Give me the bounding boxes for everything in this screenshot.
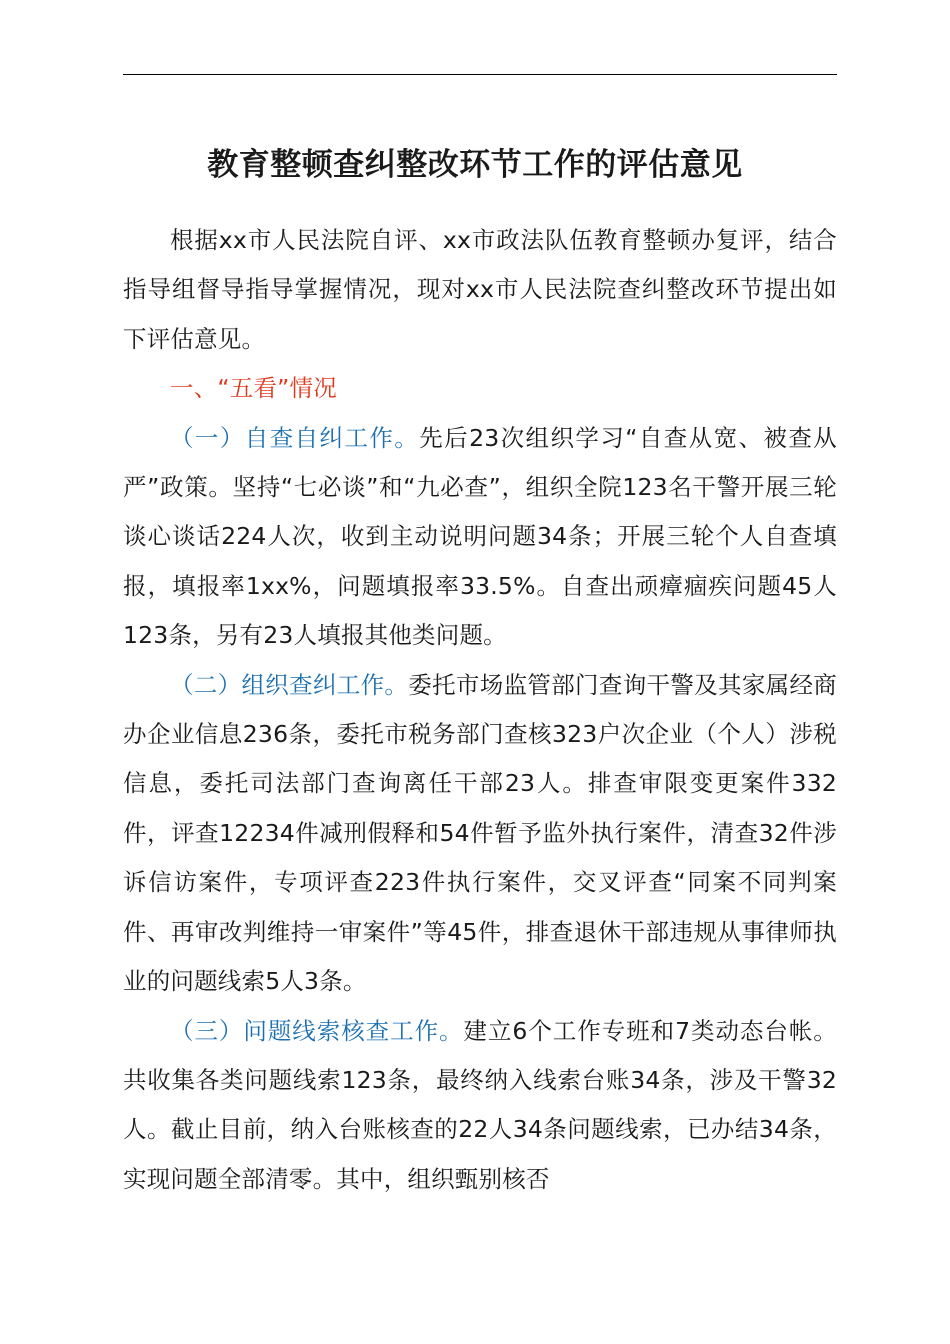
item-paragraph-2 [123, 661, 837, 1007]
item-paragraph-3 [123, 1007, 837, 1205]
document-body [123, 216, 837, 1204]
intro-paragraph: 根据xx市人民法院自评、xx市政法队伍教育整顿办复评，结合指导组督导指导掌握情况，现对xx市人民法院查纠整改环节提出如下评估意见。 [123, 226, 837, 353]
item-paragraph-1 [123, 414, 837, 661]
header-rule [123, 74, 837, 75]
item-text-1: 先后23次组织学习“自查从宽、被查从严”政策。坚持“七必谈”和“九必查”，组织全院123名干警开展三轮谈心谈话224人次，收到主动说明问题34条；开展三轮个人自查填报，填报率1xx%，问题填报率33.5%。自查出顽瘴痼疾问题45人123条，另有23人填报其他类问题。 [123, 423, 838, 650]
item-label-3: （三）问题线索核查工作。 [170, 1016, 464, 1045]
item-text-3: 建立6个工作专班和7类动态台帐。共收集各类问题线索123条，最终纳入线索台账34条，涉及干警32人。截止目前，纳入台账核查的22人34条问题线索，已办结34条，实现问题全部清零。其中，组织甄别核否 [123, 1016, 837, 1193]
section-heading: 一、“五看”情况 [170, 374, 337, 403]
item-label-1: （一）自查自纠工作。 [170, 423, 420, 452]
item-label-2: （二）组织查纠工作。 [170, 670, 409, 699]
document-title: 教育整顿查纠整改环节工作的评估意见 [207, 147, 743, 183]
item-text-2: 委托市场监管部门查询干警及其家属经商办企业信息236条，委托市税务部门查核323户次企业（个人）涉税信息，委托司法部门查询离任干部23人。排查审限变更案件332件，评查12234件减刑假释和54件暂予监外执行案件，清查32件涉诉信访案件，专项评查223件执行案件，交叉评查“同案不同判案件、再审改判维持一审案件”等45件，排查退休干部违规从事律师执业的问题线索5人3条。 [123, 670, 837, 996]
